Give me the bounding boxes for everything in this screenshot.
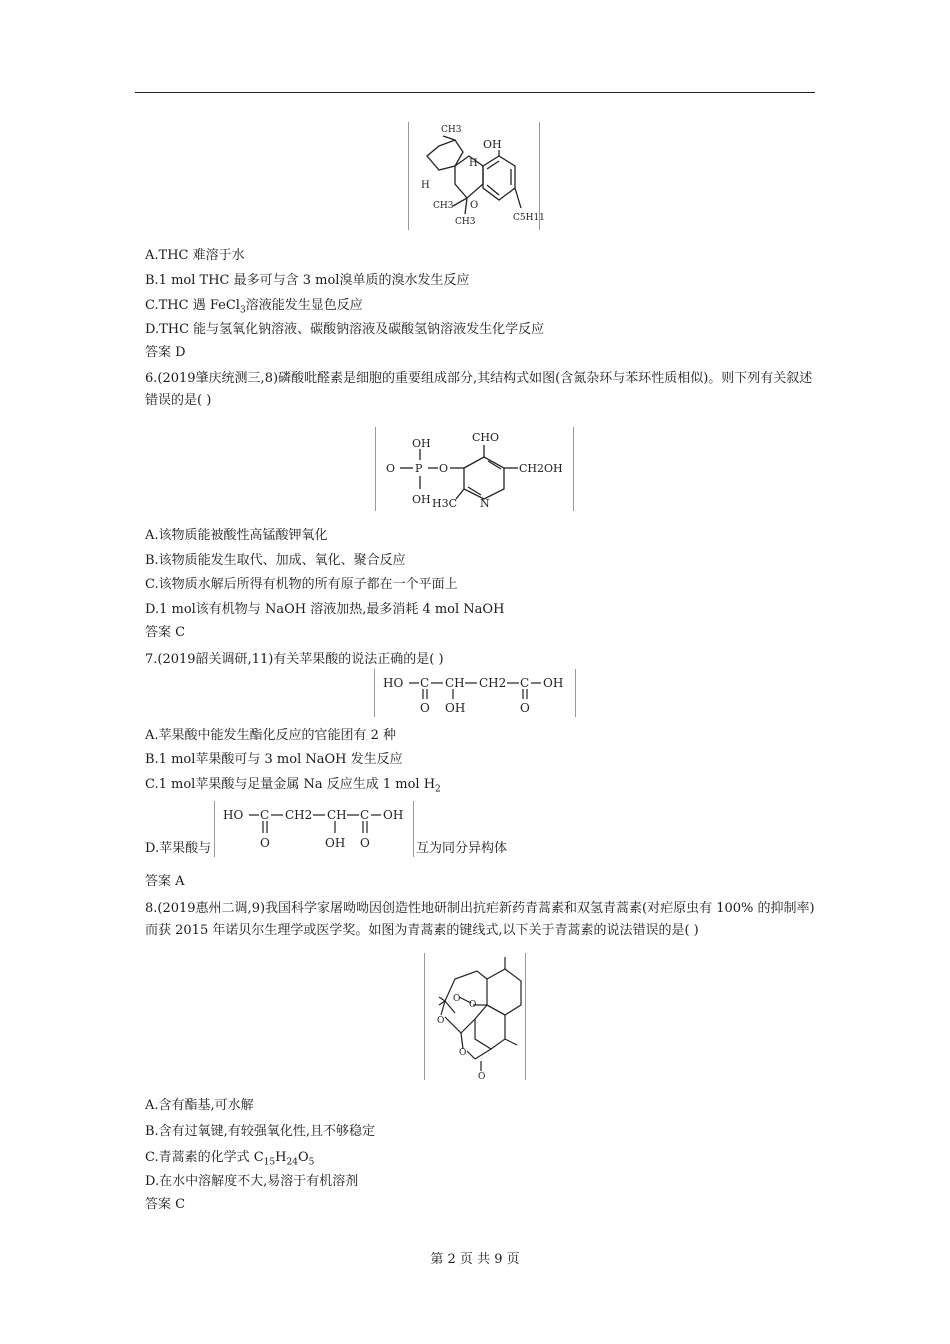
q5-option-c bbox=[145, 298, 363, 319]
mi-o2: O bbox=[360, 836, 370, 850]
q7-stem: 7.(2019韶关调研,11)有关苹果酸的说法正确的是( ) bbox=[145, 652, 444, 667]
q8-option-c-o: O bbox=[297, 1150, 309, 1165]
mi-ch: CH bbox=[327, 808, 347, 822]
header-rule bbox=[135, 92, 815, 93]
mi-ho: HO bbox=[223, 808, 244, 822]
pp-label-h3c: H3C bbox=[432, 497, 458, 510]
thc-label-o: O bbox=[470, 200, 479, 211]
q5-option-b: B.1 mol THC 最多可与含 3 mol溴单质的溴水发生反应 bbox=[145, 273, 470, 288]
pp-label-oh-bottom: OH bbox=[412, 493, 431, 506]
ma-c2: C bbox=[520, 676, 530, 690]
mi-o1: O bbox=[260, 836, 270, 850]
thc-label-ch3-a: CH3 bbox=[433, 201, 454, 211]
q6-option-a: A.该物质能被酸性高锰酸钾氧化 bbox=[145, 528, 328, 543]
q7-option-c-sub: 2 bbox=[435, 784, 441, 795]
ma-ch: CH bbox=[445, 676, 465, 690]
q7-option-a: A.苹果酸中能发生酯化反应的官能团有 2 种 bbox=[145, 728, 397, 743]
page-footer: 第 2 页 共 9 页 bbox=[430, 1252, 520, 1267]
ma-ch2: CH2 bbox=[479, 676, 507, 690]
art-o1: O bbox=[453, 994, 461, 1004]
q8-option-c-pre: C.青蒿素的化学式 C bbox=[145, 1150, 264, 1165]
art-o5: O bbox=[478, 1072, 486, 1082]
thc-label-h1: H bbox=[469, 158, 478, 169]
art-o4: O bbox=[459, 1048, 467, 1058]
q8-option-b: B.含有过氧键,有较强氧化性,且不够稳定 bbox=[145, 1124, 375, 1139]
thc-label-c5h11: C5H11 bbox=[513, 213, 545, 223]
q8-option-c bbox=[145, 1150, 314, 1171]
q8-option-c-s2: 24 bbox=[286, 1157, 298, 1168]
q7-option-d-pre: D.苹果酸与 bbox=[145, 841, 212, 856]
ma-o2: O bbox=[520, 701, 530, 715]
mi-ch2: CH2 bbox=[285, 808, 313, 822]
pp-label-o: O bbox=[386, 462, 396, 475]
q8-stem: 8.(2019惠州二调,9)我国科学家屠呦呦因创造性地研制出抗疟新药青蒿素和双氢青蒿素(对疟原虫有 100% 的抑制率)而获 2015 年诺贝尔生理学或医学奖。如图为青蒿素的键线式,以下关于青蒿素的说法错误的是( ) bbox=[145, 901, 815, 938]
q6-option-c: C.该物质水解后所得有机物的所有原子都在一个平面上 bbox=[145, 577, 458, 592]
q7-option-c bbox=[145, 777, 441, 798]
q6-option-d: D.1 mol该有机物与 NaOH 溶液加热,最多消耗 4 mol NaOH bbox=[145, 602, 505, 617]
mi-c1: C bbox=[260, 808, 270, 822]
q5-option-d: D.THC 能与氢氧化钠溶液、碳酸钠溶液及碳酸氢钠溶液发生化学反应 bbox=[145, 322, 545, 337]
pp-label-p: P bbox=[415, 462, 423, 475]
q6-stem: 6.(2019肇庆统测三,8)磷酸吡醛素是细胞的重要组成部分,其结构式如图(含氮杂环与苯环性质相似)。则下列有关叙述错误的是( ) bbox=[145, 371, 813, 408]
mi-oh: OH bbox=[383, 808, 404, 822]
thc-label-ch3-b: CH3 bbox=[455, 217, 476, 227]
thc-label-h2: H bbox=[421, 180, 430, 191]
ma-ho: HO bbox=[383, 676, 404, 690]
pp-label-o2: O bbox=[439, 462, 449, 475]
q8-option-c-s1: 15 bbox=[263, 1157, 276, 1168]
pp-label-ch2oh: CH2OH bbox=[519, 462, 563, 475]
pp-label-oh-top: OH bbox=[412, 437, 431, 450]
q5-answer: 答案 D bbox=[145, 345, 186, 360]
q7-option-c-pre: C.1 mol苹果酸与足量金属 Na 反应生成 1 mol H bbox=[145, 777, 436, 792]
artemisinin-figure bbox=[424, 953, 526, 1080]
q7-option-d-post: 互为同分异构体 bbox=[416, 841, 508, 856]
q8-option-a: A.含有酯基,可水解 bbox=[145, 1098, 254, 1113]
q5-option-a: A.THC 难溶于水 bbox=[145, 248, 245, 263]
ma-o1: O bbox=[420, 701, 430, 715]
q6-option-b: B.该物质能发生取代、加成、氧化、聚合反应 bbox=[145, 553, 406, 568]
q5-option-c-sub: 3 bbox=[239, 305, 246, 316]
pyridoxal-phosphate-figure bbox=[375, 427, 574, 511]
mi-c2: C bbox=[360, 808, 370, 822]
pp-label-n: N bbox=[480, 497, 490, 510]
q5-option-c-post: 溶液能发生显色反应 bbox=[245, 298, 363, 313]
q6-answer: 答案 C bbox=[145, 625, 186, 640]
q7-answer: 答案 A bbox=[145, 874, 185, 889]
q5-option-c-pre: C.THC 遇 FeCl bbox=[145, 298, 240, 313]
thc-label-oh: OH bbox=[483, 138, 502, 151]
malic-acid-isomer-figure bbox=[214, 801, 414, 857]
malic-acid-figure bbox=[374, 669, 576, 717]
q8-option-d: D.在水中溶解度不大,易溶于有机溶剂 bbox=[145, 1174, 359, 1189]
q7-option-b: B.1 mol苹果酸可与 3 mol NaOH 发生反应 bbox=[145, 752, 403, 767]
pp-label-cho: CHO bbox=[472, 431, 500, 444]
mi-oh2: OH bbox=[325, 836, 346, 850]
art-o3: O bbox=[437, 1016, 445, 1026]
ma-c1: C bbox=[420, 676, 430, 690]
thc-label-ch3-top: CH3 bbox=[441, 125, 462, 135]
q8-option-c-h: H bbox=[275, 1150, 287, 1165]
art-o2: O bbox=[469, 1000, 477, 1010]
ma-oh: OH bbox=[543, 676, 564, 690]
ma-oh2: OH bbox=[445, 701, 466, 715]
q8-answer: 答案 C bbox=[145, 1197, 186, 1212]
thc-structure-figure bbox=[408, 122, 545, 230]
q8-option-c-s3: 5 bbox=[308, 1157, 315, 1168]
